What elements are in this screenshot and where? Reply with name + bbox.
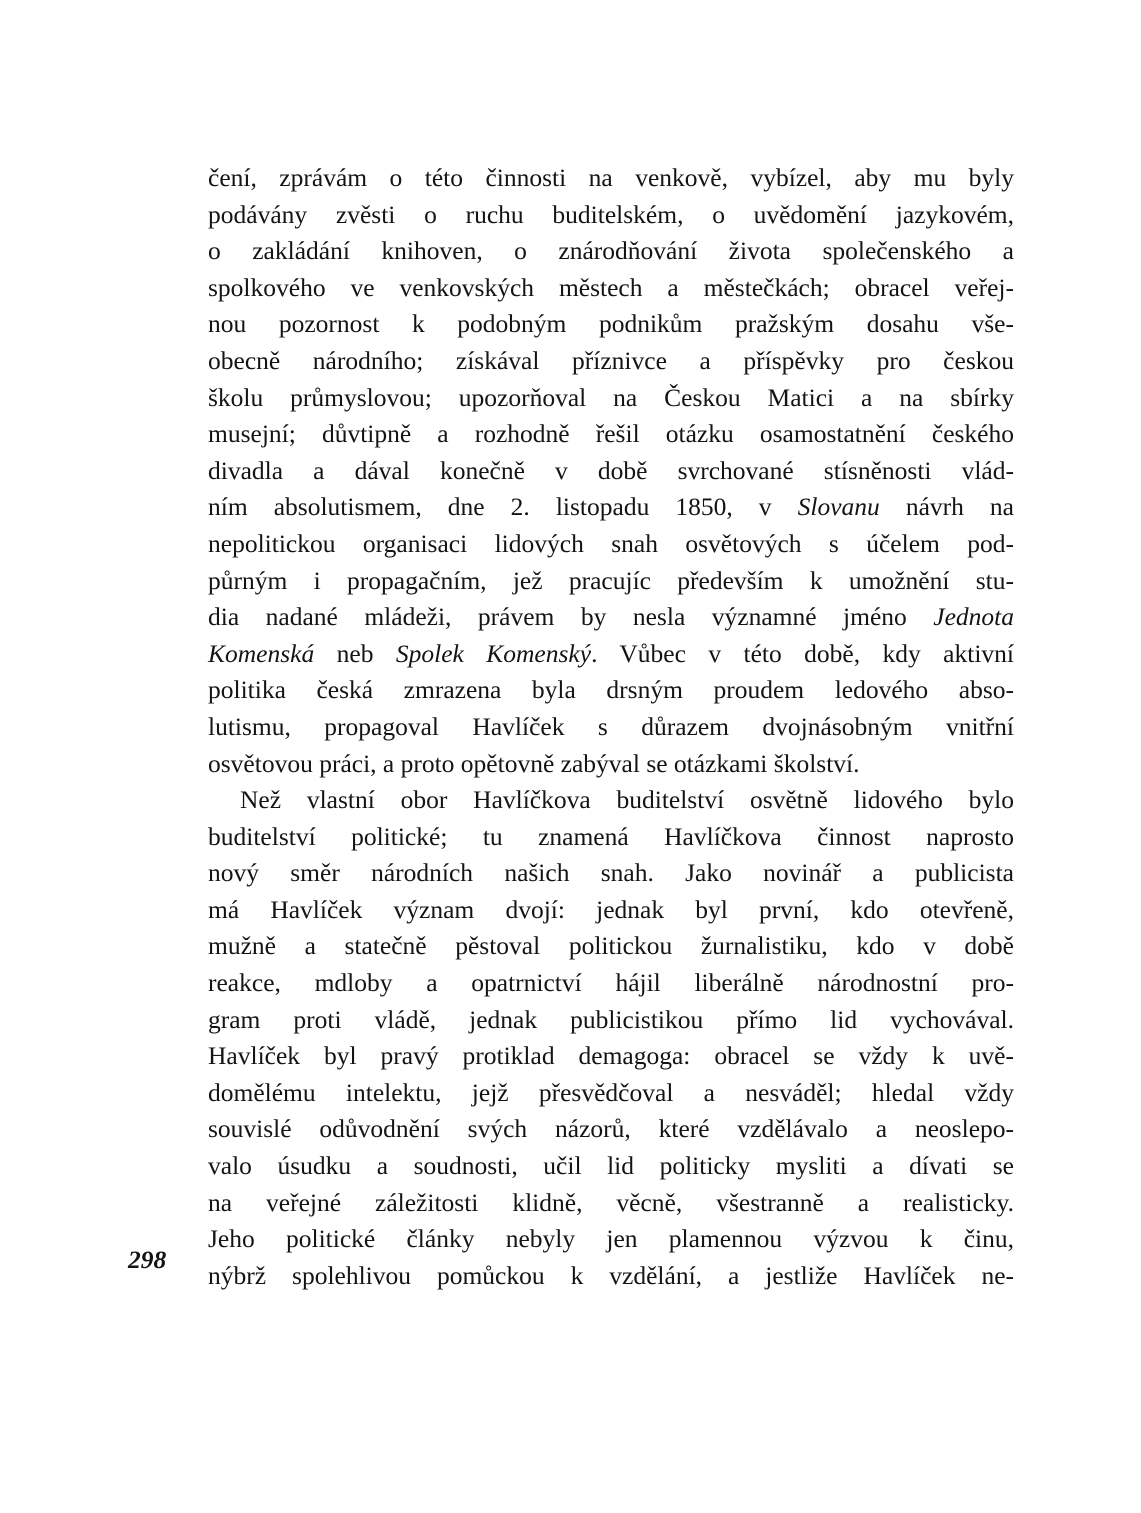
text-segment: obecně národního; získával příznivce a příspěvky pro českou — [208, 345, 1014, 375]
italic-title: Komenská — [208, 638, 315, 668]
text-line — [208, 1185, 1014, 1222]
text-line — [208, 1111, 1014, 1148]
text-segment: valo úsudku a soudnosti, učil lid politicky mysliti a dívati se — [208, 1151, 1014, 1181]
text-line — [208, 819, 1014, 856]
text-line — [208, 270, 1014, 307]
text-line — [208, 526, 1014, 563]
body-text — [208, 160, 1014, 1294]
text-segment: divadla a dával konečně v době svrchované stísněnosti vlád- — [208, 455, 1014, 485]
text-line — [208, 855, 1014, 892]
text-segment: školu průmyslovou; upozorňoval na Českou Matici a na sbírky — [208, 382, 1014, 412]
text-segment: čení, zprávám o této činnosti na venkově, vybízel, aby mu byly — [208, 163, 1014, 192]
text-line — [208, 1258, 1014, 1295]
text-segment: nepolitickou organisaci lidových snah osvětových s účelem pod- — [208, 528, 1014, 558]
text-line — [208, 636, 1014, 673]
text-segment: musejní; důvtipně a rozhodně řešil otázku osamostatnění českého — [208, 419, 1014, 449]
text-line — [208, 489, 1014, 526]
text-line — [208, 453, 1014, 490]
italic-title: Jednota — [933, 602, 1014, 632]
text-segment: buditelství politické; tu znamená Havlíčkova činnost naprosto — [208, 821, 1014, 851]
text-segment: ním absolutismem, dne 2. listopadu 1850, v — [208, 492, 798, 522]
text-segment: lutismu, propagoval Havlíček s důrazem dvojnásobným vnitřní — [208, 711, 1014, 741]
text-segment: na veřejné záležitosti klidně, věcně, všestranně a realisticky. — [208, 1187, 1014, 1217]
text-segment: Jeho politické články nebyly jen plamennou výzvou k činu, — [208, 1224, 1014, 1254]
text-segment: nýbrž spolehlivou pomůckou k vzdělání, a jestliže Havlíček ne- — [208, 1260, 1014, 1290]
text-line — [208, 746, 1014, 783]
text-segment: spolkového ve venkovských městech a městečkách; obracel veřej- — [208, 272, 1014, 302]
text-segment: domělému intelektu, jejž přesvědčoval a nesváděl; hledal vždy — [208, 1077, 1014, 1107]
text-segment: Havlíček byl pravý protiklad demagoga: obracel se vždy k uvě- — [208, 1041, 1014, 1071]
italic-title: Slovanu — [797, 492, 880, 522]
text-line — [208, 892, 1014, 929]
text-line — [208, 1148, 1014, 1185]
text-line — [208, 965, 1014, 1002]
text-line — [208, 233, 1014, 270]
text-segment: návrh na — [879, 492, 1014, 522]
text-segment: politika česká zmrazena byla drsným proudem ledového abso- — [208, 675, 1014, 705]
text-segment: nou pozornost k podobným podnikům pražským dosahu vše- — [208, 309, 1014, 339]
text-line — [208, 160, 1014, 197]
text-segment: nový směr národních našich snah. Jako novinář a publicista — [208, 858, 1014, 888]
text-segment: osvětovou práci, a proto opětovně zabýval se otázkami školství. — [208, 748, 860, 778]
text-segment: neb — [314, 638, 396, 668]
text-line — [208, 672, 1014, 709]
text-segment: gram proti vládě, jednak publicistikou přímo lid vychovával. — [208, 1004, 1014, 1034]
text-line — [208, 343, 1014, 380]
text-line — [208, 1221, 1014, 1258]
text-segment: mužně a statečně pěstoval politickou žurnalistiku, kdo v době — [208, 931, 1014, 961]
text-segment: má Havlíček význam dvojí: jednak byl první, kdo otevřeně, — [208, 894, 1014, 924]
text-line — [208, 416, 1014, 453]
text-segment: podávány zvěsti o ruchu buditelském, o uvědomění jazykovém, — [208, 199, 1014, 229]
text-segment: . Vůbec v této době, kdy aktivní — [591, 638, 1014, 668]
text-line — [208, 599, 1014, 636]
text-segment: půrným i propagačním, jež pracujíc především k umožnění stu- — [208, 565, 1014, 595]
italic-title: Spolek Komenský — [395, 638, 592, 668]
page-number: 298 — [128, 1245, 167, 1274]
text-segment: reakce, mdloby a opatrnictví hájil liberálně národnostní pro- — [208, 968, 1014, 998]
text-line — [208, 782, 1014, 819]
text-line — [208, 197, 1014, 234]
text-line — [208, 306, 1014, 343]
text-line — [208, 1075, 1014, 1112]
text-segment: souvislé odůvodnění svých názorů, které vzdělávalo a neoslepo- — [208, 1114, 1014, 1144]
text-line — [208, 380, 1014, 417]
text-line — [208, 928, 1014, 965]
text-line — [208, 1002, 1014, 1039]
text-line — [208, 1038, 1014, 1075]
text-line — [208, 709, 1014, 746]
text-line — [208, 563, 1014, 600]
text-segment: dia nadané mládeži, právem by nesla významné jméno — [208, 602, 934, 632]
text-segment: Než vlastní obor Havlíčkova buditelství osvětně lidového bylo — [240, 785, 1014, 815]
text-segment: o zakládání knihoven, o znárodňování života společenského a — [208, 236, 1014, 266]
